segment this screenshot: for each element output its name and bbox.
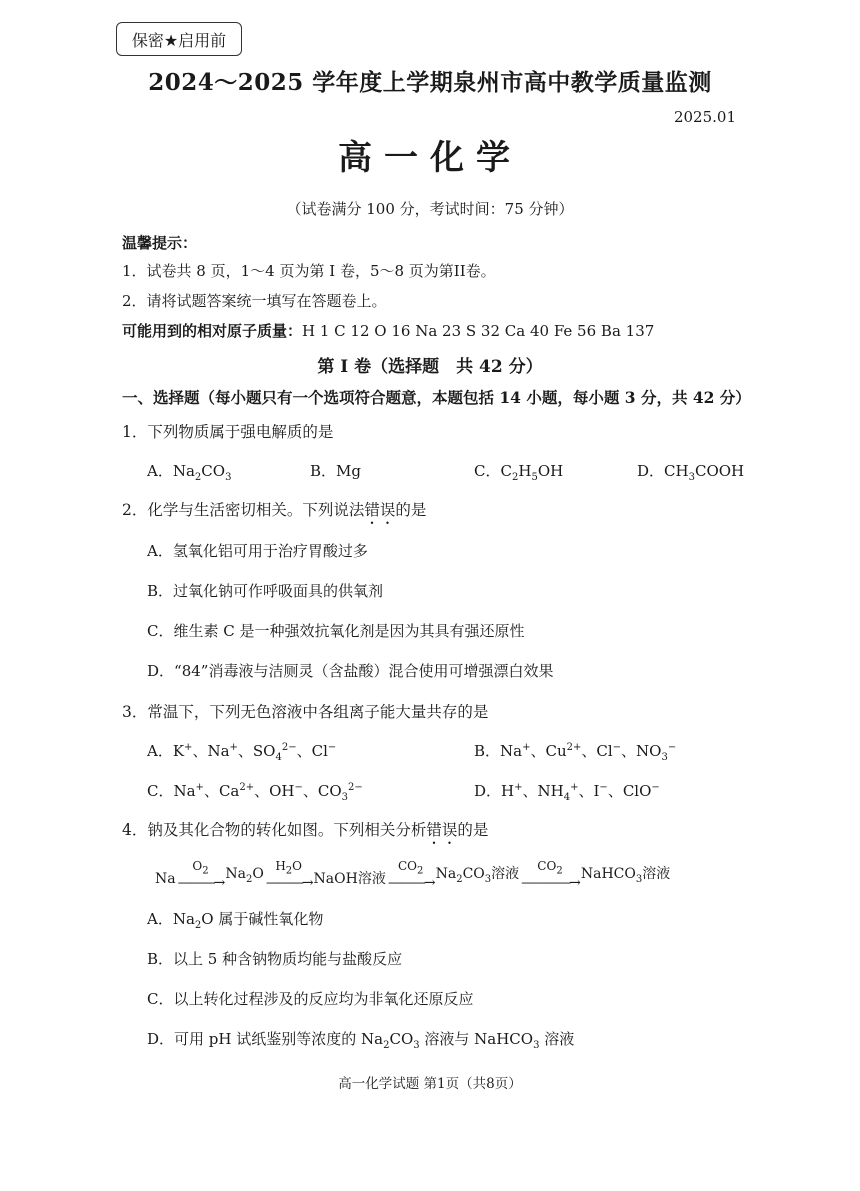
q4-option-b: B．以上 5 种含钠物质均能与盐酸反应 [147, 950, 403, 968]
q3-option-b: B．Na+、$Cu^{2+}$、Cl−、$NO_3^-$ [474, 742, 677, 763]
q2-option-c: C．维生素 C 是一种强效抗氧化剂是因为其具有强还原性 [147, 622, 525, 640]
exam-date: 2025.01 [673, 108, 736, 126]
q4-stem: 4．钠及其化合物的转化如图。下列相关分析错误的是 [122, 821, 489, 839]
section-title: 第 I 卷（选择题 共 42 分） [317, 357, 543, 377]
q3-option-a: A．K+、Na+、$SO_4^{2-}$、Cl− [147, 742, 337, 763]
q2-option-d: D．“84”消毒液与洁厕灵（含盐酸）混合使用可增强漂白效果 [147, 662, 554, 680]
reaction-arrow: $CO_2$ ————→ [521, 859, 579, 892]
q1-option-d: D．$CH_3COOH$ [637, 462, 745, 483]
q4-option-c: C．以上转化过程涉及的反应均为非氧化还原反应 [147, 990, 474, 1008]
q2-option-a: A．氢氧化铝可用于治疗胃酸过多 [147, 542, 368, 560]
reaction-arrow: $CO_2$ ———→ [387, 859, 434, 892]
atomic-masses [122, 320, 654, 341]
subject-title: 高一化学 [338, 138, 522, 178]
q1-option-a: A．$Na_2CO_3$ [147, 462, 232, 483]
q4-option-d: D．可用 pH 试纸鉴别等浓度的 $Na_2CO_3$ 溶液与 NaHCO$_3$ 溶液 [147, 1030, 575, 1051]
q4-option-a: A．$Na_2O$ 属于碱性氧化物 [147, 910, 324, 931]
tip-item-2: 2．请将试题答案统一填写在答题卷上。 [122, 292, 387, 310]
q2-option-b: B．过氧化钠可作呼吸面具的供氧剂 [147, 582, 384, 600]
page-footer: 高一化学试题 第1页（共8页） [338, 1076, 522, 1092]
section-heading: 一、选择题（每小题只有一个选项符合题意，本题包括 14 小题，每小题 3 分，共 42 分） [122, 388, 751, 407]
q3-option-d: D．H+、$NH_4^+$、I−、ClO− [474, 782, 660, 803]
exam-title: 2024～2025 学年度上学期泉州市高中教学质量监测 [148, 69, 712, 96]
reaction-arrow: $O_2$ ———→ [177, 859, 224, 892]
reaction-arrow: $H_2O$ ———→ [265, 859, 312, 892]
tips-title: 温馨提示： [122, 234, 198, 252]
exam-info: （试卷满分 100 分，考试时间：75 分钟） [286, 200, 574, 218]
q1-stem: 1．下列物质属于强电解质的是 [122, 423, 334, 441]
q1-option-c: C．$C_2H_5OH$ [474, 462, 564, 483]
atomic-masses-label: 可能用到的相对原子质量： [122, 322, 303, 340]
q3-option-c: C．Na+、$Ca^{2+}$、OH−、$CO_3^{2-}$ [147, 782, 363, 803]
conversion-scheme: Na $O_2$ ———→ $Na_2O$ $H_2O$ ———→ NaOH溶液 $CO_2$ ———→ $Na_2CO_3$溶液 $CO_2$ ————→ NaHCO$_3$溶液 [155, 859, 671, 892]
q3-stem: 3．常温下，下列无色溶液中各组离子能大量共存的是 [122, 703, 489, 721]
confidential-label: 保密★启用前 [116, 22, 242, 56]
atomic-masses-values: H 1 C 12 O 16 Na 23 S 32 Ca 40 Fe 56 Ba 137 [302, 322, 655, 340]
q2-stem: 2．化学与生活密切相关。下列说法错误的是 [122, 501, 427, 519]
q1-option-b: B．Mg [310, 462, 361, 480]
tip-item-1: 1．试卷共 8 页，1～4 页为第 I 卷，5～8 页为第II卷。 [122, 262, 496, 280]
